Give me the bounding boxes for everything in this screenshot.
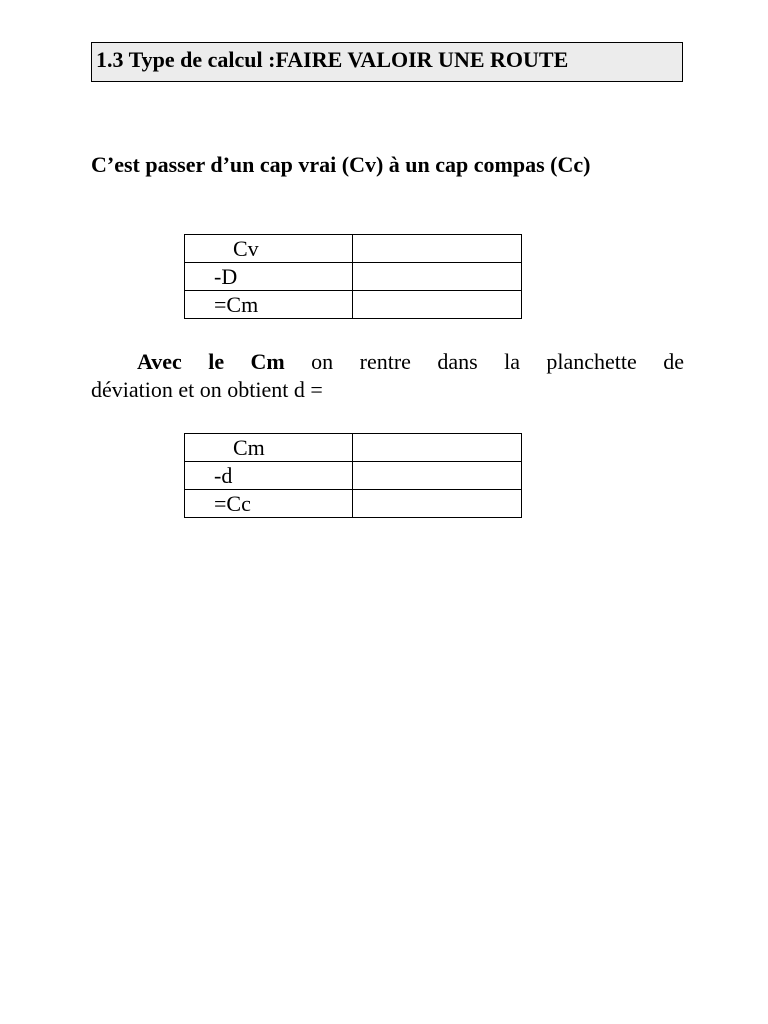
paragraph-line-1-rest: on rentre dans la planchette de: [284, 349, 684, 374]
calculation-table-cm: [184, 433, 522, 518]
table-row: [185, 235, 522, 263]
row-value: [353, 462, 522, 490]
calculation-table-cv: [184, 234, 522, 319]
section-subtitle: C’est passer d’un cap vrai (Cv) à un cap compas (Cc): [91, 152, 591, 177]
table-row: [185, 434, 522, 462]
row-value: [353, 490, 522, 518]
body-paragraph: [91, 348, 684, 404]
paragraph-bold-lead: Avec le Cm: [137, 349, 285, 374]
row-value: [353, 235, 522, 263]
paragraph-line-2: déviation et on obtient d =: [91, 377, 323, 402]
row-value: [353, 291, 522, 319]
table-row: [185, 490, 522, 518]
row-label: -D: [185, 263, 353, 291]
table-row: [185, 263, 522, 291]
section-heading: 1.3 Type de calcul :FAIRE VALOIR UNE ROUTE: [91, 42, 683, 82]
row-label: Cm: [185, 434, 353, 462]
row-label: Cv: [185, 235, 353, 263]
row-label: =Cm: [185, 291, 353, 319]
table-row: [185, 462, 522, 490]
table-row: [185, 291, 522, 319]
row-value: [353, 263, 522, 291]
row-label: =Cc: [185, 490, 353, 518]
row-value: [353, 434, 522, 462]
paragraph-line-1: [91, 348, 684, 376]
row-label: -d: [185, 462, 353, 490]
